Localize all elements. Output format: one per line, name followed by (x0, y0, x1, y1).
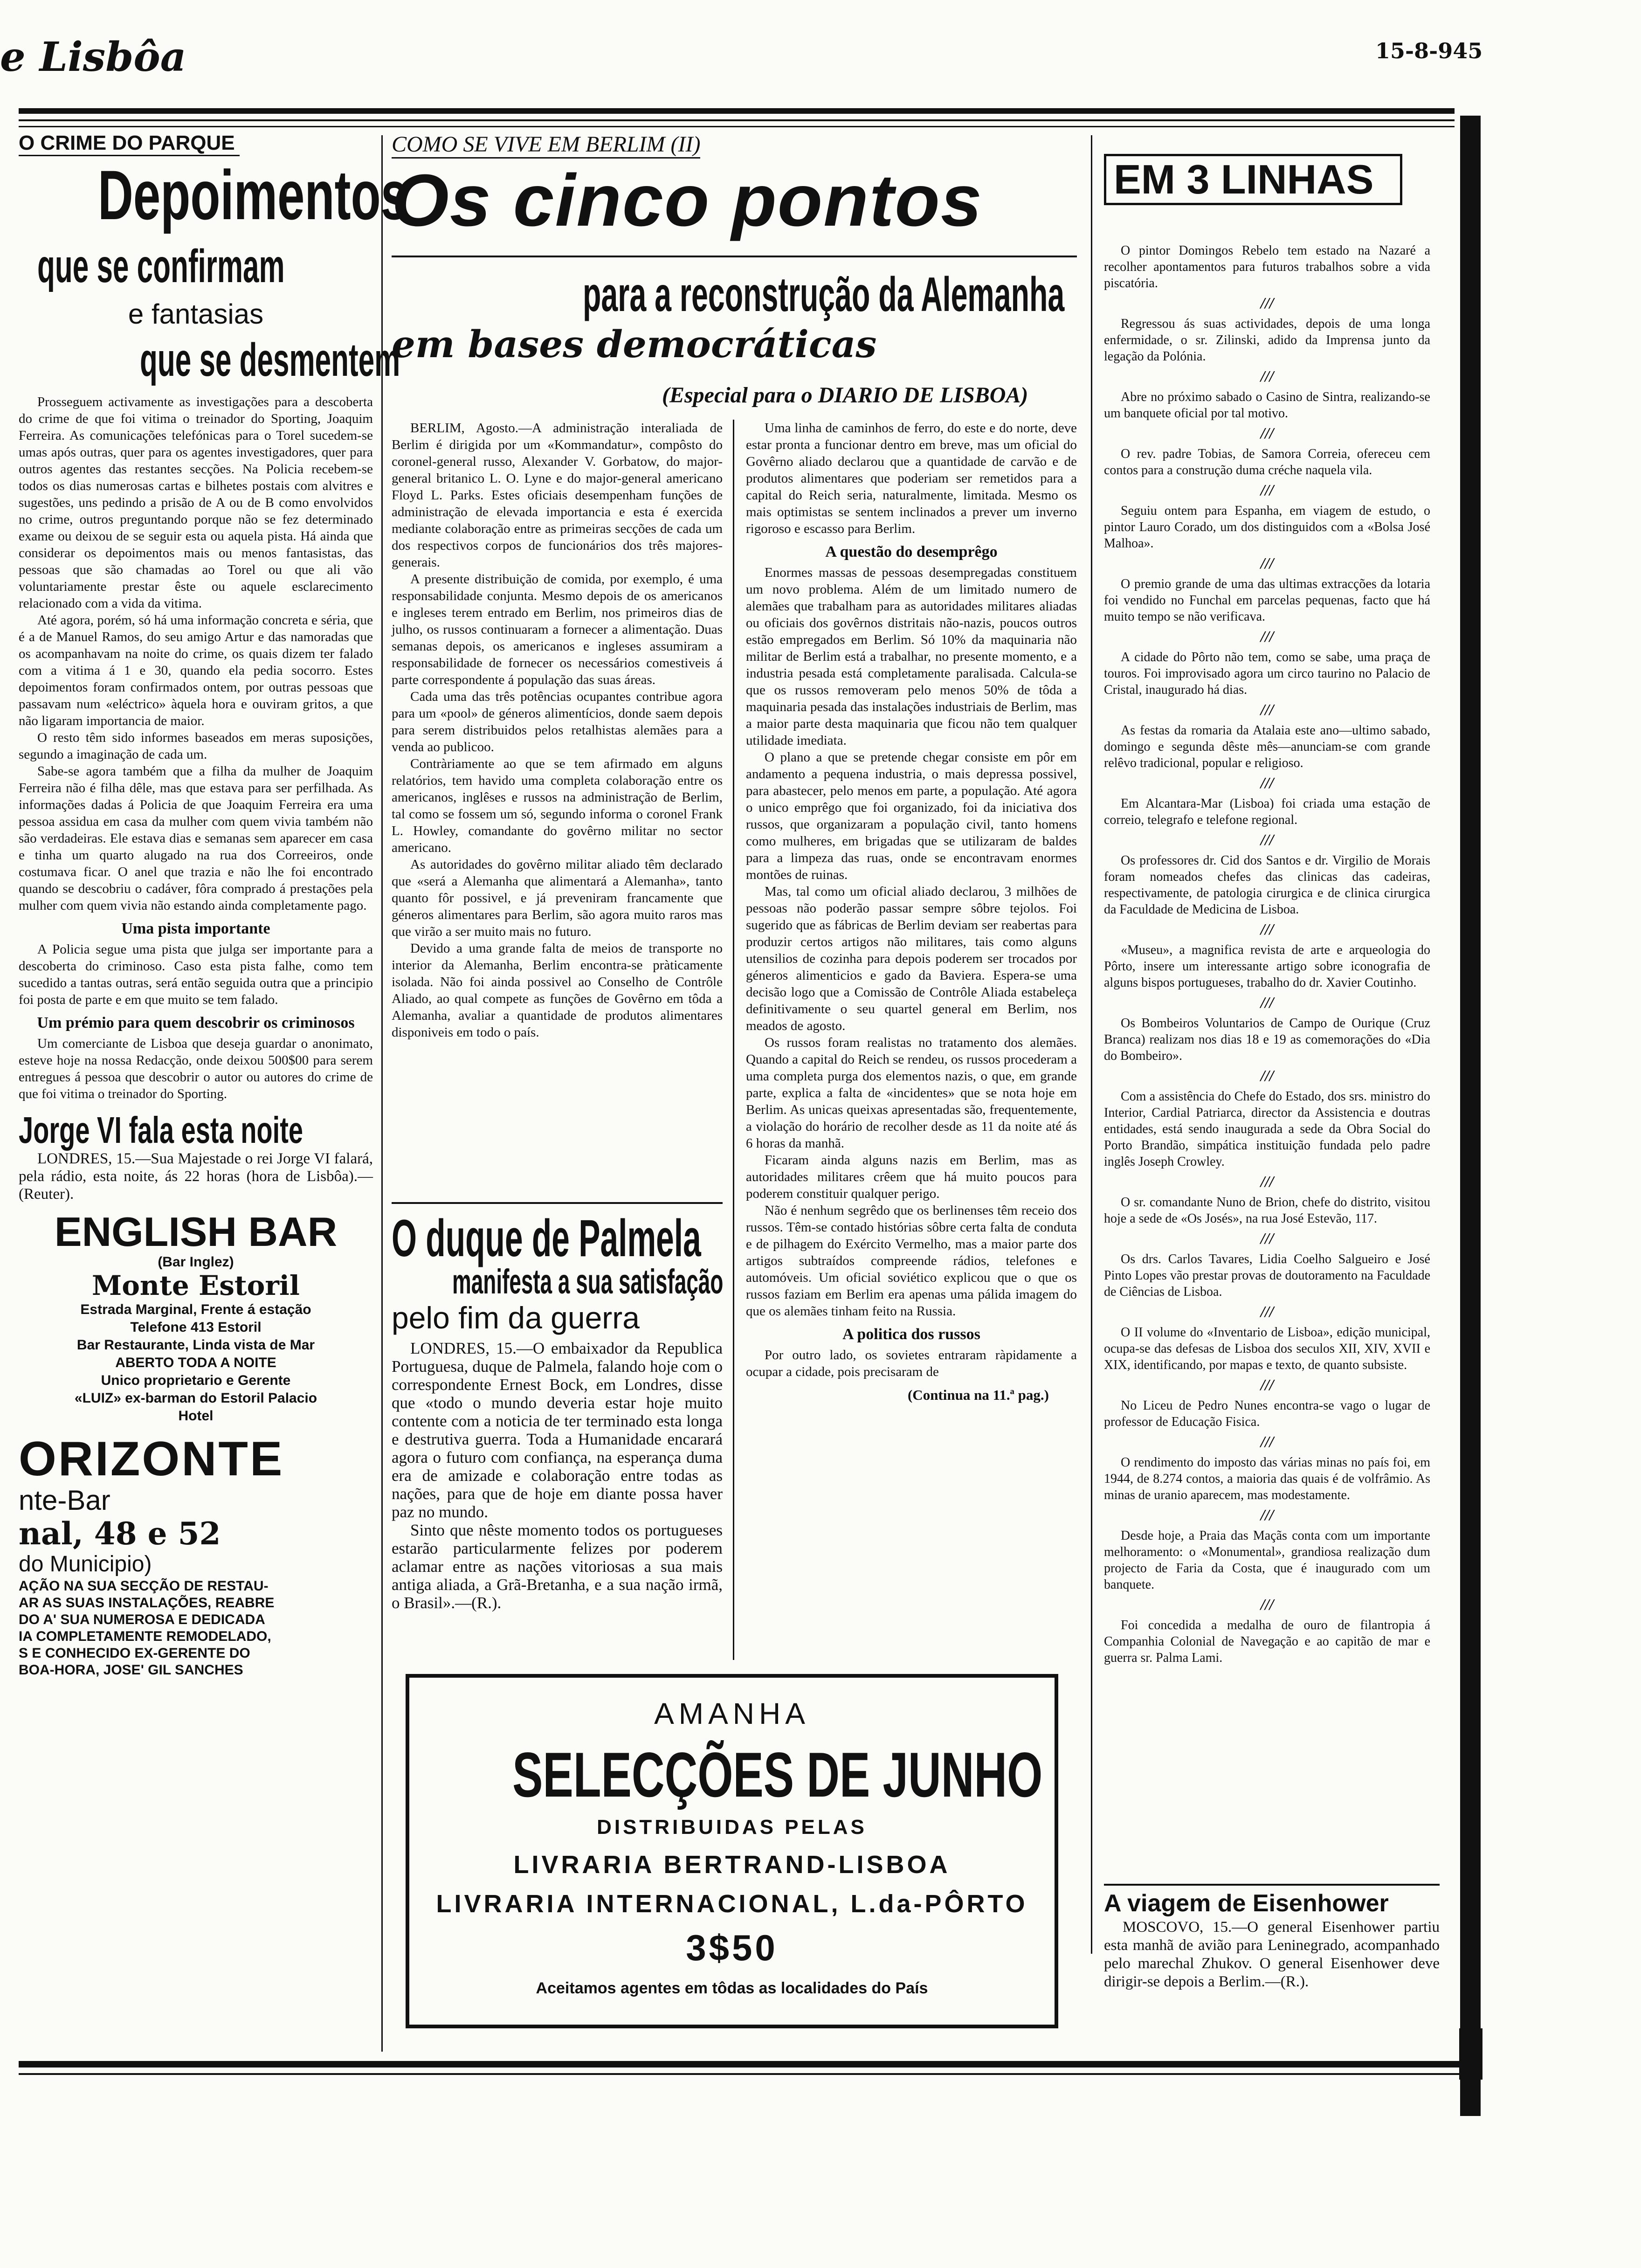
berlim-paragraph: Cada uma das três potências ocupantes contribue agora para um «pool» de géneros alimentícios, donde saem depois para serem distribuidos pelos retalhistas alemães para a venda ao publicoo. (392, 689, 723, 754)
ad-horizonte-line: BOA-HORA, JOSE' GIL SANCHES (19, 1662, 243, 1678)
ad-english-bar-line: Estrada Marginal, Frente á estação (80, 1302, 311, 1317)
right-margin-bar (1460, 116, 1481, 2116)
berlim-paragraph: O plano a que se pretende chegar consiste em pôr em andamento a pequena industria, o mais depressa possivel, para abastecer, pelo menos em parte, a população. Até agora o unico emprêgo que foi organizado, foi da iniciativa dos russos, que organizaram a população civil, tanto homens como mulheres, em brigadas que se utilizaram de baldes para a limpeza das ruas, onde se encontravam enormes montões de ruinas. (746, 750, 1077, 882)
palmela-article (392, 1209, 724, 1612)
top-rule-thin-2 (19, 126, 1455, 127)
bottom-rule-thin (19, 2073, 1459, 2075)
bottom-rule-thick (19, 2061, 1459, 2067)
news-item: Desde hoje, a Praia das Maçãs conta com um importante melhoramento: o «Monumental», grandiosa realização dum projecto de Faria da Costa, que é inaugurado com um banquete. (1104, 1528, 1430, 1592)
subhead-politica-russos: A politica dos russos (842, 1326, 980, 1343)
headline-palmela: O duque de Palmela (392, 1209, 701, 1267)
palmela-rule (392, 1202, 723, 1204)
deck-satisfacao: manifesta a sua satisfação (452, 1262, 724, 1301)
news-item: «Museu», a magnifica revista de arte e arqueologia do Pôrto, insere um interessante artigo sobre iconografia de alguns bispos portugueses, trabalho do dr. Xavier Coutinho. (1104, 943, 1430, 990)
subhead-pista: Uma pista importante (121, 920, 270, 937)
crime-paragraph: A Policia segue uma pista que julga ser importante para a descoberta do criminoso. Caso esta pista falhe, como tem sucedido a tantas outras, será então seguida outra que a principio foi posta de parte e em que muito se tem falado. (19, 942, 373, 1007)
separator: /// (1260, 1173, 1274, 1190)
news-item: No Liceu de Pedro Nunes encontra-se vago o lugar de professor de Educação Fisica. (1104, 1398, 1430, 1429)
divider-right (1091, 135, 1092, 1954)
left-column (19, 131, 408, 1679)
news-item: Regressou ás suas actividades, depois de uma longa enfermidade, o sr. Zilinski, adido da Imprensa junto da legação da Polónia. (1104, 317, 1430, 364)
berlim-paragraph: BERLIM, Agosto.—A administração interaliada de Berlim é dirigida por um «Kommandatur», compôsto do coronel-general russo, Alexander V. Gorbatow, do major-general britanico L. O. Lyne e do major-general americano Floyd L. Parks. Estes oficiais desempenham funções de administração de elevada importancia e esta é exercida mediante colaboração entre as primeiras secções de cada um dos respectivos corpos de funcionários dos três majores-generais. (392, 421, 723, 570)
berlim-paragraph: Ficaram ainda alguns nazis em Berlim, mas as autoridades militares crêem que há muito poucos para poderem constituir qualquer perigo. (746, 1153, 1077, 1201)
ad-english-bar (19, 1210, 373, 1425)
crime-paragraph: Sabe-se agora também que a filha da mulher de Joaquim Ferreira não é filha dêle, mas que estava para ser perfilhada. As informações dadas á Policia de que Joaquim Ferreira era uma pessoa assidua em casa da mulher com quem vivia também não são verdadeiras. Ele estava dias e semanas sem aparecer em casa e tinha um quarto alugado na rua dos Correeiros, onde costumava ficar. O anel que trazia e não lhe foi encontrado quando se descobriu o cadáver, fôra comprado á prestações pela mulher com quem vivia não estando ainda completamente pago. (19, 764, 373, 913)
separator: /// (1260, 921, 1274, 938)
byline: (Especial para o DIARIO DE LISBOA) (662, 383, 1028, 408)
ad-horizonte-line: AR AS SUAS INSTALAÇÕES, REABRE (19, 1595, 275, 1611)
ad-horizonte-title: ORIZONTE (19, 1432, 284, 1486)
news-item: Os drs. Carlos Tavares, Lidia Coelho Salgueiro e José Pinto Lopes vão prestar provas de doutoramento na Faculdade de Ciências de Lisboa. (1104, 1252, 1430, 1299)
ad-horizonte-addr: nal, 48 e 52 (19, 1515, 221, 1552)
ad-english-bar-sub: (Bar Inglez) (158, 1254, 234, 1270)
ad-seleccoes-line: DISTRIBUIDAS PELAS (597, 1816, 867, 1839)
berlim-column-2 (746, 420, 1077, 1404)
ad-english-bar-line: Telefone 413 Estoril (130, 1320, 262, 1335)
deck-reconstrucao: para a reconstrução da Alemanha (583, 268, 1065, 322)
ad-seleccoes-amanha: AMANHA (654, 1697, 810, 1730)
crime-paragraph: Prosseguem activamente as investigações para a descoberta do crime de que foi vitima o treinador do Sporting, Joaquim Ferreira. As comunicações telefónicas para o Torel sucedem-se umas após outras, quer para os agentes investigadores, quer para outros agentes das restantes secções. Na Policia recebem-se todos os dias numerosas cartas e bilhetes postais com alvitres e sugestões, uns pedindo a prisão de A ou de B como envolvidos no crime, outros preguntando porque não se fez determinado exame ou deixou de se seguir esta ou aquela pista. Há ainda que considerar os depoimentos mais ou menos fantasistas, das pessoas que são chamadas ao Torel ou que ali vão voluntariamente prestar êste ou aquele esclarecimento relacionado com a vida da vitima. (19, 394, 373, 611)
berlim-paragraph: Não é nenhum segrêdo que os berlinenses têm receio dos russos. Têm-se contado histórias sôbre certa falta de conduta e de pilhagem do Exército Vermelho, mas a maior parte dos artigos subtraídos compreende rádios, telefones e automóveis. Um oficial soviético explicou que o que os russos faziam em Berlim era apenas uma pálida imagem do que os alemães tinham feito na Russia. (746, 1203, 1077, 1319)
ad-seleccoes-line: Aceitamos agentes em tôdas as localidades do País (536, 1979, 928, 1997)
berlim-paragraph: Os russos foram realistas no tratamento dos alemães. Quando a capital do Reich se rendeu, os russos procederam a uma completa purga dos elementos nazis, o que, em grande parte, explica a falta de «incidentes» que se nota hoje em Berlim. As unicas queixas apresentadas são, frequentemente, a violação do horário de recolher desde as 11 da noite até ás 6 horas da manhã. (746, 1035, 1077, 1151)
news-item: Abre no próximo sabado o Casino de Sintra, realizando-se um banquete oficial por tal motivo. (1104, 390, 1430, 421)
separator: /// (1260, 701, 1274, 719)
separator: /// (1260, 1596, 1274, 1613)
ad-english-bar-title: ENGLISH BAR (54, 1209, 338, 1255)
ad-horizonte-line: DO A' SUA NUMEROSA E DEDICADA (19, 1612, 265, 1627)
berlim-paragraph: As autoridades do govêrno militar aliado têm declarado que «será a Alemanha que alimentará a Alemanha», tanto quanto fôr possivel, e já preveniram francamente que géneros alimentares para Berlim, são agora muito raros mas que virão a ser muito mais no futuro. (392, 857, 723, 939)
headline-eisenhower: A viagem de Eisenhower (1104, 1890, 1389, 1917)
kicker-berlim: COMO SE VIVE EM BERLIM (II) (392, 131, 700, 159)
news-item: O rendimento do imposto das várias minas no país foi, em 1944, de 8.274 contos, a maioria das quais é de volfrâmio. As minas de uranio aparecem, mas modestamente. (1104, 1455, 1430, 1502)
deck-fantasias: e fantasias (128, 298, 264, 330)
separator: /// (1260, 368, 1274, 385)
news-item: O rev. padre Tobias, de Samora Correia, ofereceu cem contos para a construção duma créche naquela vila. (1104, 447, 1430, 477)
crime-paragraph: O resto têm sido informes baseados em meras suposições, segundo a imaginação de cada um. (19, 730, 373, 762)
eisenhower-rule (1104, 1884, 1440, 1886)
separator: /// (1260, 1376, 1274, 1394)
palmela-paragraph: Sinto que nêste momento todos os portugueses estarão particularmente felizes por poderem aclamar entre as nações vitoriosas a sua mais antiga aliada, a Grã-Bretanha, e a sua nação irmã, o Brasil».—(R.). (392, 1521, 723, 1612)
separator: /// (1260, 1433, 1274, 1451)
separator: /// (1260, 1507, 1274, 1524)
separator: /// (1260, 628, 1274, 645)
subhead-premio: Um prémio para quem descobrir os criminosos (37, 1014, 355, 1031)
news-item: Com a assistência do Chefe do Estado, dos srs. ministro do Interior, Cardial Patriarca, director da Assistencia e doutras entidades, está sendo inaugurada a sede da Obra Social do Porto Brandão, simpática instituição fundada pelo padre inglês Joseph Crowley. (1104, 1089, 1430, 1169)
jorge-article (19, 1150, 373, 1203)
separator: /// (1260, 295, 1274, 312)
ad-seleccoes-line: LIVRARIA BERTRAND-LISBOA (513, 1851, 951, 1879)
separator: /// (1260, 1303, 1274, 1321)
headline-cinco-pontos: Os cinco pontos (392, 159, 983, 242)
ad-english-bar-line: «LUIZ» ex-barman do Estoril Palacio (74, 1390, 317, 1406)
berlim-paragraph: Mas, tal como um oficial aliado declarou, 3 milhões de pessoas não poderão passar sempre sôbre tejolos. Foi sugerido que as fábricas de Berlim deviam ser reabertas para produzir certos artigos não militares, tais como alguns utensilios de cozinha para depois poderem ser trocados por géneros alimenticios e gado da Baviera. Espera-se uma decisão logo que a Comissão de Contrôle Aliada estabeleça definitivamente o seu quartel general em Berlim, nos meados de agosto. (746, 884, 1077, 1033)
ad-horizonte-line: IA COMPLETAMENTE REMODELADO, (19, 1629, 271, 1644)
masthead-title: e Lisbôa (0, 34, 186, 81)
headline-rule (392, 256, 1077, 257)
ad-english-bar-line: Hotel (178, 1408, 214, 1424)
deck-desmentem: que se desmentem (140, 334, 400, 386)
separator: /// (1260, 774, 1274, 792)
news-item: O pintor Domingos Rebelo tem estado na Nazaré a recolher apontamentos para futuros trabalhos sobre a vida piscatória. (1104, 243, 1430, 290)
crime-paragraph: Até agora, porém, só há uma informação concreta e séria, que é a de Manuel Ramos, do seu amigo Artur e das namoradas que os acompanhavam na noite do crime, os quais dizem ter falado com a vitima á 1 e 30, quando ela pedia socorro. Estes depoimentos foram confirmados ontem, por outras pessoas que passavam num «eléctrico» àquela hora e ouviram gritos, a que não ligaram importancia de maior. (19, 613, 373, 728)
berlim-paragraph: Devido a uma grande falta de meios de transporte no interior da Alemanha, Berlim encontra-se pràticamente isolada. Não foi ainda possivel ao Conselho de Contrôle Aliado, ao qual compete as funções de Govêrno em tôda a Alemanha, avaliar a quantidade de produtos alimentares disponiveis em todo o país. (392, 941, 723, 1040)
subhead-desemprego: A questão do desemprêgo (825, 543, 998, 560)
berlim-column-1 (392, 420, 723, 1041)
headline-jorge: Jorge VI fala esta noite (19, 1109, 303, 1151)
ad-seleccoes-price: 3$50 (686, 1927, 778, 1968)
news-item: Os Bombeiros Voluntarios de Campo de Ourique (Cruz Branca) realizam nos dias 18 e 19 as comemorações do «Dia do Bombeiro». (1104, 1016, 1430, 1063)
header-em-3-linhas-box (1104, 154, 1402, 205)
news-item: Em Alcantara-Mar (Lisboa) foi criada uma estação de correio, telegrafo e telefone regional. (1104, 796, 1430, 827)
berlim-paragraph: Contràriamente ao que se tem afirmado em alguns relatórios, tem havido uma completa colaboração entre os americanos, inglêses e russos na administração de Berlim, tal como se fossem um só, segundo informa o coronel Frank L. Howley, comandante do govêrno militar no sector americano. (392, 756, 723, 855)
eisenhower-paragraph: MOSCOVO, 15.—O general Eisenhower partiu esta manhã de avião para Leninegrado, acompanhado pelo marechal Zhukov. O general Eisenhower deve dirigir-se depois a Berlim.—(R.). (1104, 1919, 1440, 1990)
top-rule-thick (19, 108, 1455, 114)
deck-confirmam: que se confirmam (37, 240, 285, 292)
berlim-paragraph: Por outro lado, os sovietes entraram ràpidamente a ocupar a cidade, pois precisaram de (746, 1348, 1077, 1379)
ad-horizonte-line: S E CONHECIDO EX-GERENTE DO (19, 1646, 250, 1661)
jorge-paragraph: LONDRES, 15.—Sua Majestade o rei Jorge VI falará, pela rádio, esta noite, ás 22 horas (hora de Lisbôa).—(Reuter). (19, 1150, 373, 1203)
news-item: Os professores dr. Cid dos Santos e dr. Virgilio de Morais foram nomeados chefes das clinicas das cadeiras, respectivamente, de patologia cirurgica e de clinica cirurgica da Faculdade de Medicina de Lisboa. (1104, 853, 1430, 917)
news-item: O sr. comandante Nuno de Brion, chefe do distrito, visitou hoje a sede de «Os Josés», na rua José Estevão, 117. (1104, 1195, 1430, 1226)
ad-english-bar-line: Unico proprietario e Gerente (101, 1373, 291, 1388)
kicker-crime: O CRIME DO PARQUE (19, 131, 240, 156)
separator: /// (1260, 425, 1274, 442)
separator: /// (1260, 555, 1274, 572)
ad-english-bar-line: Bar Restaurante, Linda vista de Mar (76, 1337, 315, 1353)
news-item: Foi concedida a medalha de ouro de filantropia á Companhia Colonial de Navegação e ao capitão de mar e guerra sr. Palma Lami. (1104, 1618, 1430, 1665)
em-3-linhas-list (1104, 242, 1430, 1666)
separator: /// (1260, 482, 1274, 499)
ad-horizonte-line: AÇÃO NA SUA SECÇÃO DE RESTAU- (19, 1578, 269, 1594)
crime-article (19, 394, 373, 1102)
news-item: O II volume do «Inventario de Lisboa», edição municipal, ocupa-se das defesas de Lisboa dos seculos XII, XIV, XVII e XIX, identificando, por mapas e texto, de quanto subsiste. (1104, 1325, 1430, 1372)
ad-seleccoes-title: SELECÇÕES DE JUNHO (512, 1739, 1043, 1810)
divider-left (381, 135, 383, 2052)
news-item: As festas da romaria da Atalaia este ano—ultimo sabado, domingo e segunda dêste mês—anunciam-se com grande relêvo tradicional, popular e religioso. (1104, 723, 1430, 770)
ad-seleccoes-line: LIVRARIA INTERNACIONAL, L.da-PÔRTO (436, 1890, 1028, 1918)
ad-english-bar-place: Monte Estoril (92, 1270, 300, 1301)
berlim-paragraph: Uma linha de caminhos de ferro, do este e do norte, deve estar pronta a funcionar dentro em breve, mas um oficial do Govêrno aliado declarou que a quantidade de carvão e de produtos alimentares que poderiam ser remetidos para a capital do Reich seria, naturalmente, limitada. Mesmo os mais optimistas se sentem inclinados a prever um inverno rigoroso e escasso para Berlim. (746, 421, 1077, 536)
ad-english-bar-line: ABERTO TODA A NOITE (115, 1355, 276, 1370)
deck-bases-democraticas: em bases democráticas (392, 322, 877, 366)
eisenhower-article (1104, 1888, 1440, 1991)
separator: /// (1260, 831, 1274, 849)
continua-note: (Continua na 11.ª pag.) (907, 1387, 1049, 1403)
top-rule-thin (19, 119, 1455, 121)
ad-horizonte-sub: nte-Bar (19, 1485, 110, 1516)
news-item: Seguiu ontem para Espanha, em viagem de estudo, o pintor Lauro Corado, um dos distinguidos com a «Bolsa José Malhoa». (1104, 504, 1430, 551)
berlim-paragraph: Enormes massas de pessoas desempregadas constituem um novo problema. Além de um limitado numero de alemães que trabalham para as autoridades militares aliadas ou oficiais dos govêrnos distritais não-nazis, poucos outros estão empregados em Berlim. Só 10% da maquinaria não militar de Berlim está a trabalhar, no presente momento, e a industria pesada está completamente paralisada. Calcula-se que os russos removeram pelo menos 50% de tôda a maquinaria pesada das instalações industriais de Berlim, mas a maior parte desta maquinaria que ficou não tem qualquer utilidade imediata. (746, 565, 1077, 748)
palmela-paragraph: LONDRES, 15.—O embaixador da Republica Portuguesa, duque de Palmela, falando hoje com o correspondente Ernest Bock, em Londres, disse que «todo o mundo deveria estar hoje muito contente com a noticia de ter terminado esta longa e destrutiva guerra. Toda a Humanidade encarará agora o futuro com confiança, na esperança duma era de amizade e colaboração entre todas as nações, para que de hoje em diante possa haver paz no mundo. (392, 1339, 723, 1521)
crime-paragraph: Um comerciante de Lisboa que deseja guardar o anonimato, esteve hoje na nossa Redacção, onde deixou 500$00 para serem entregues á pessoa que descobrir o autor ou autores do crime de que foi vitima o treinador do Sporting. (19, 1036, 373, 1101)
news-item: O premio grande de uma das ultimas extracções da lotaria foi vendido no Funchal em parcelas pequenas, facto que há muito tempo se não verificava. (1104, 577, 1430, 624)
separator: /// (1260, 1230, 1274, 1247)
divider-center (733, 420, 734, 1660)
ad-horizonte (19, 1433, 373, 1679)
separator: /// (1260, 1067, 1274, 1085)
ad-seleccoes (406, 1674, 1058, 2028)
masthead-date: 15-8-945 (1375, 38, 1483, 63)
header-em-3-linhas: EM 3 LINHAS (1114, 156, 1374, 202)
headline-depoimentos: Depoimentos (98, 156, 408, 234)
ad-horizonte-place: do Municipio) (19, 1552, 152, 1577)
right-margin-bar-foot (1459, 2028, 1482, 2080)
berlim-paragraph: A presente distribuição de comida, por exemplo, é uma responsabilidade conjunta. Mesmo depois de os americanos e ingleses terem entrado em Berlim, nos primeiros dias de julho, os russos continuaram a fornecer a alimentação. Duas semanas depois, os americanos e ingleses assumiram a responsabilidade de fornecer os necessários comestiveis á parte correspondente á população das suas áreas. (392, 572, 723, 687)
news-item: A cidade do Pôrto não tem, como se sabe, uma praça de touros. Foi improvisado agora um circo taurino no Palacio de Cristal, inaugurado há dias. (1104, 650, 1430, 697)
separator: /// (1260, 994, 1274, 1011)
deck-fim-guerra: pelo fim da guerra (392, 1300, 640, 1335)
